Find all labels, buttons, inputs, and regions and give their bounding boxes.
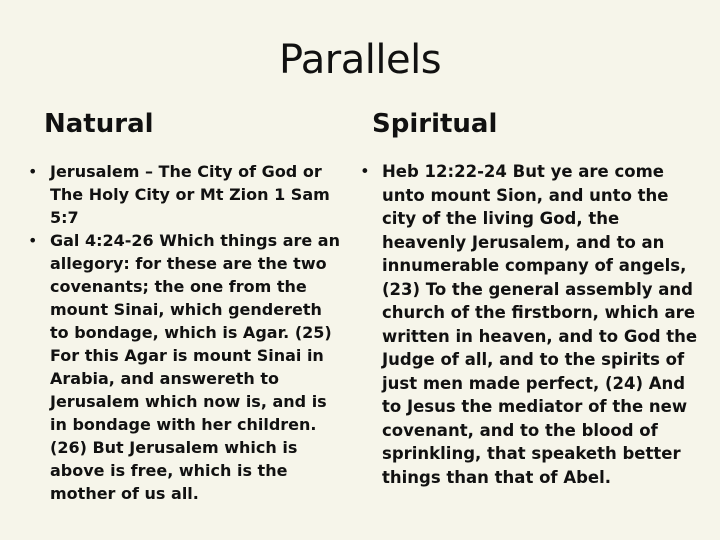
natural-bullet-item xyxy=(26,160,346,229)
natural-column xyxy=(26,160,346,505)
bullet-icon: • xyxy=(28,162,38,181)
spiritual-column xyxy=(358,160,698,489)
bullet-icon: • xyxy=(360,162,370,181)
natural-bullet-item xyxy=(26,229,346,505)
bullet-icon: • xyxy=(28,231,38,250)
spiritual-bullet-item xyxy=(358,160,698,489)
spiritual-heading: Spiritual xyxy=(372,109,498,139)
spiritual-bullet-list xyxy=(358,160,698,489)
slide-title: Parallels xyxy=(278,37,442,83)
spiritual-bullet-text: Heb 12:22-24 But ye are come unto mount Sion, and unto the city of the living God, the heavenly Jerusalem, and to an innumerable company of angels, (23) To the general assembly and church of the firstborn, which are written in heaven, and to God the Judge of all, and to the spirits of just men made perfect, (24) And to Jesus the mediator of the new covenant, and to the blood of sprinkling, that speaketh better things than that of Abel. xyxy=(382,162,698,487)
natural-bullet-list xyxy=(26,160,346,505)
natural-bullet-text: Gal 4:24-26 Which things are an allegory: for these are the two covenants; the one from the mount Sinai, which gendereth to bondage, which is Agar. (25) For this Agar is mount Sinai in Arabia, and answereth to Jerusalem which now is, and is in bondage with her children. (26) But Jerusalem which is above is free, which is the mother of us all. xyxy=(50,231,340,503)
natural-bullet-text: Jerusalem – The City of God or The Holy City or Mt Zion 1 Sam 5:7 xyxy=(50,162,330,227)
natural-heading: Natural xyxy=(44,109,154,139)
